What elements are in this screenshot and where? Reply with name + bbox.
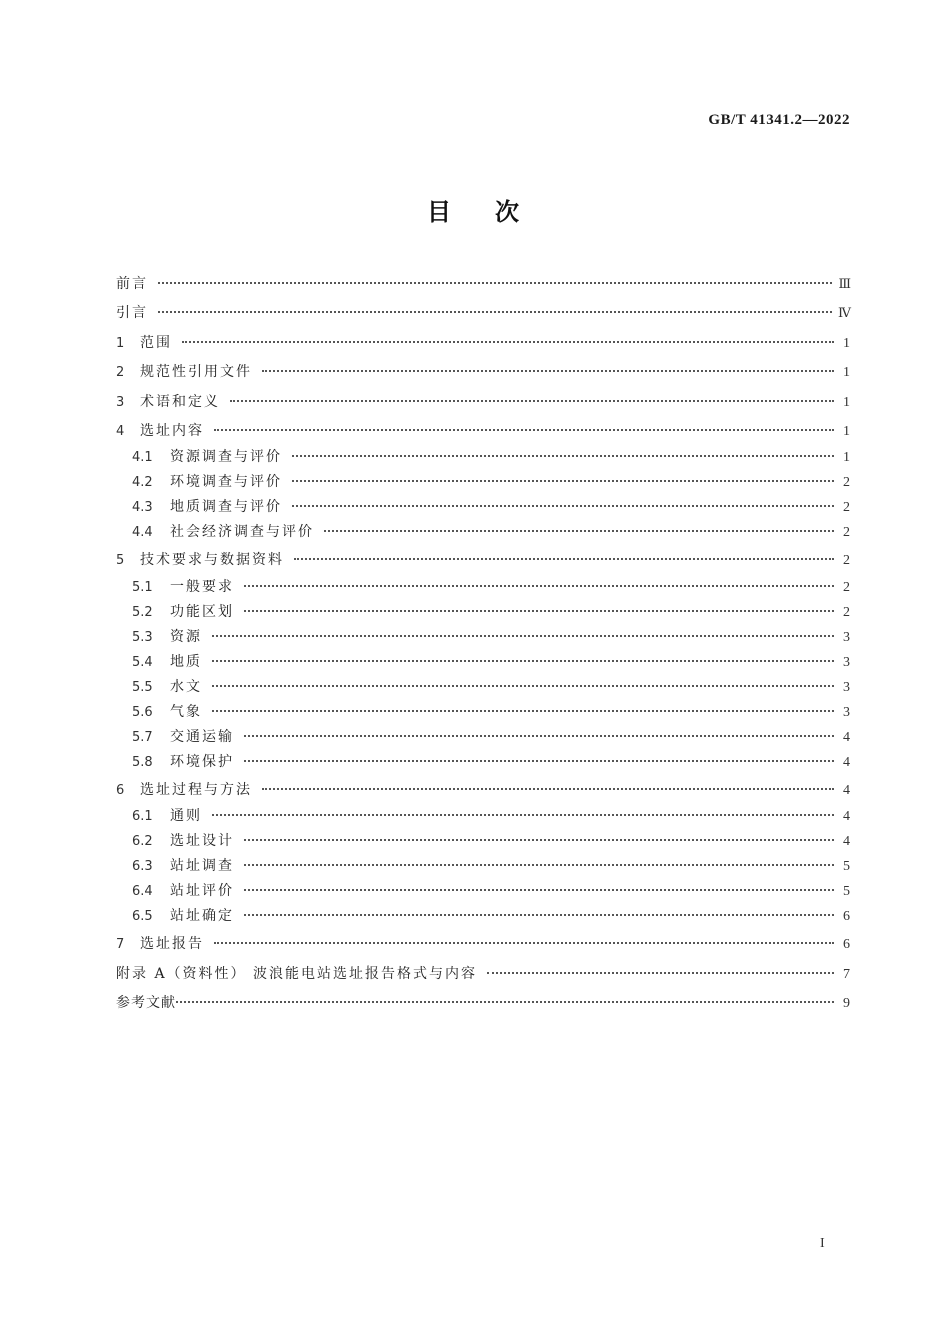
toc-entry[interactable] (116, 855, 850, 880)
table-of-contents (116, 270, 850, 1018)
toc-entry-title: 附录 A（资料性） 波浪能电站选址报告格式与内容 (116, 965, 478, 982)
toc-entry-number: 6.4 (132, 884, 153, 900)
toc-entry-page: 2 (843, 553, 850, 569)
toc-dot-leader (230, 400, 834, 402)
toc-entry-page: 3 (843, 654, 850, 670)
toc-dot-leader (292, 455, 834, 457)
toc-entry-title: 一般要求 (170, 578, 234, 595)
toc-entry-number: 5.4 (132, 654, 153, 670)
toc-entry-number: 4 (116, 423, 125, 439)
page-title-char-2: 次 (495, 198, 523, 226)
toc-dot-leader (292, 480, 834, 482)
toc-entry-title: 选址报告 (140, 936, 204, 953)
toc-entry-number: 6.1 (132, 809, 153, 825)
toc-entry[interactable] (116, 446, 850, 471)
toc-entry-page: 2 (843, 525, 850, 541)
toc-entry-number: 3 (116, 394, 125, 410)
toc-entry-number: 5 (116, 553, 125, 569)
toc-entry[interactable] (116, 521, 850, 546)
toc-entry-page: 5 (843, 884, 850, 900)
toc-entry-title: 技术要求与数据资料 (140, 552, 284, 569)
toc-dot-leader (158, 311, 832, 313)
toc-entry-number: 5.1 (132, 579, 153, 595)
toc-dot-leader (244, 610, 834, 612)
toc-entry-title: 选址设计 (170, 833, 234, 850)
toc-entry-page: 1 (843, 450, 850, 466)
toc-entry[interactable] (116, 546, 850, 575)
toc-entry-page: 2 (843, 475, 850, 491)
toc-entry[interactable] (116, 471, 850, 496)
toc-entry-number: 5.5 (132, 679, 153, 695)
toc-dot-leader (212, 814, 834, 816)
toc-dot-leader (176, 1001, 834, 1003)
toc-entry-title: 站址确定 (170, 908, 234, 925)
toc-entry[interactable] (116, 270, 850, 299)
toc-entry[interactable] (116, 576, 850, 601)
footer-page-number: I (820, 1236, 825, 1251)
toc-entry-title: 术语和定义 (140, 393, 220, 410)
toc-entry[interactable] (116, 776, 850, 805)
toc-entry-title: 环境调查与评价 (170, 474, 282, 491)
toc-entry-title: 规范性引用文件 (140, 364, 252, 381)
toc-entry-title: 站址评价 (170, 883, 234, 900)
toc-entry-title: 资源 (170, 628, 202, 645)
toc-entry-number: 5.3 (132, 629, 153, 645)
toc-entry-page: 1 (843, 394, 850, 410)
toc-dot-leader (324, 530, 834, 532)
toc-entry[interactable] (116, 701, 850, 726)
toc-entry-title: 社会经济调查与评价 (170, 524, 314, 541)
toc-entry[interactable] (116, 726, 850, 751)
toc-entry-title: 选址内容 (140, 422, 204, 439)
toc-entry-title: 水文 (170, 678, 202, 695)
toc-entry-number: 6.3 (132, 859, 153, 875)
page-title (0, 192, 950, 227)
toc-entry-number: 5.8 (132, 754, 153, 770)
toc-dot-leader (212, 710, 834, 712)
toc-entry-page: 6 (843, 937, 850, 953)
toc-entry-page: 6 (843, 909, 850, 925)
toc-entry-number: 5.6 (132, 704, 153, 720)
toc-entry[interactable] (116, 358, 850, 387)
toc-entry-page: 4 (843, 782, 850, 798)
toc-entry-page: 7 (843, 966, 850, 982)
toc-entry-page: 1 (843, 423, 850, 439)
toc-entry-page: 5 (843, 859, 850, 875)
toc-entry[interactable] (116, 880, 850, 905)
toc-entry-number: 1 (116, 335, 125, 351)
toc-entry[interactable] (116, 930, 850, 959)
toc-entry-page: 3 (843, 679, 850, 695)
toc-dot-leader (244, 839, 834, 841)
toc-entry-number: 6.5 (132, 909, 153, 925)
toc-entry-page: 2 (843, 604, 850, 620)
toc-entry-page: 4 (843, 834, 850, 850)
toc-entry-title: 功能区划 (170, 603, 234, 620)
toc-entry-title: 资源调查与评价 (170, 449, 282, 466)
toc-entry-title: 地质 (170, 653, 202, 670)
toc-entry-title: 环境保护 (170, 753, 234, 770)
toc-dot-leader (244, 914, 834, 916)
toc-entry[interactable] (116, 496, 850, 521)
toc-entry[interactable] (116, 830, 850, 855)
toc-entry[interactable] (116, 751, 850, 776)
toc-entry-number: 6.2 (132, 834, 153, 850)
toc-entry-number: 5.2 (132, 604, 153, 620)
toc-entry-page: Ⅲ (838, 276, 850, 291)
toc-entry-title: 通则 (170, 808, 202, 825)
toc-entry-page: 4 (843, 809, 850, 825)
toc-entry-number: 4.4 (132, 525, 153, 541)
toc-dot-leader (292, 505, 834, 507)
standard-code: GB/T 41341.2—2022 (708, 112, 850, 128)
toc-entry-title: 范围 (140, 334, 172, 351)
toc-entry-title: 气象 (170, 703, 202, 720)
toc-entry-title: 选址过程与方法 (140, 781, 252, 798)
toc-dot-leader (487, 972, 834, 974)
toc-entry[interactable] (116, 805, 850, 830)
toc-entry-number: 6 (116, 782, 125, 798)
toc-dot-leader (244, 760, 834, 762)
toc-dot-leader (158, 282, 832, 284)
toc-entry-title: 参考文献 (116, 994, 176, 1011)
toc-entry[interactable] (116, 299, 850, 328)
toc-entry-page: Ⅳ (838, 305, 850, 321)
toc-entry-number: 4.3 (132, 500, 153, 516)
toc-dot-leader (182, 341, 834, 343)
toc-entry-page: 4 (843, 754, 850, 770)
toc-dot-leader (244, 889, 834, 891)
page-title-char-1: 目 (427, 198, 455, 226)
toc-entry-page: 3 (843, 629, 850, 645)
toc-entry[interactable] (116, 388, 850, 417)
toc-entry[interactable] (116, 989, 850, 1018)
toc-dot-leader (262, 788, 834, 790)
toc-entry[interactable] (116, 626, 850, 651)
toc-entry-title: 地质调查与评价 (170, 499, 282, 516)
toc-entry-page: 1 (843, 365, 850, 381)
toc-entry[interactable] (116, 960, 850, 989)
toc-entry[interactable] (116, 651, 850, 676)
toc-entry-title: 引言 (116, 305, 148, 322)
toc-dot-leader (212, 635, 834, 637)
toc-dot-leader (212, 685, 834, 687)
toc-entry-number: 5.7 (132, 729, 153, 745)
toc-dot-leader (244, 864, 834, 866)
toc-entry-page: 1 (843, 335, 850, 351)
toc-entry-title: 交通运输 (170, 728, 234, 745)
toc-entry-page: 4 (843, 729, 850, 745)
toc-dot-leader (214, 429, 834, 431)
toc-dot-leader (244, 735, 834, 737)
toc-entry[interactable] (116, 676, 850, 701)
toc-entry-number: 7 (116, 937, 125, 953)
toc-dot-leader (262, 370, 834, 372)
toc-entry[interactable] (116, 601, 850, 626)
toc-entry-page: 2 (843, 500, 850, 516)
toc-entry-title: 站址调查 (170, 858, 234, 875)
toc-dot-leader (244, 585, 834, 587)
toc-dot-leader (294, 558, 834, 560)
toc-entry-number: 4.1 (132, 450, 153, 466)
toc-entry-number: 2 (116, 365, 125, 381)
toc-entry-page: 3 (843, 704, 850, 720)
toc-entry-title: 前言 (116, 276, 148, 292)
toc-entry-number: 4.2 (132, 475, 153, 491)
toc-entry[interactable] (116, 905, 850, 930)
toc-entry-page: 2 (843, 579, 850, 595)
toc-dot-leader (212, 660, 834, 662)
toc-entry[interactable] (116, 417, 850, 446)
toc-entry-page: 9 (843, 995, 850, 1011)
toc-entry[interactable] (116, 329, 850, 358)
toc-dot-leader (214, 942, 834, 944)
